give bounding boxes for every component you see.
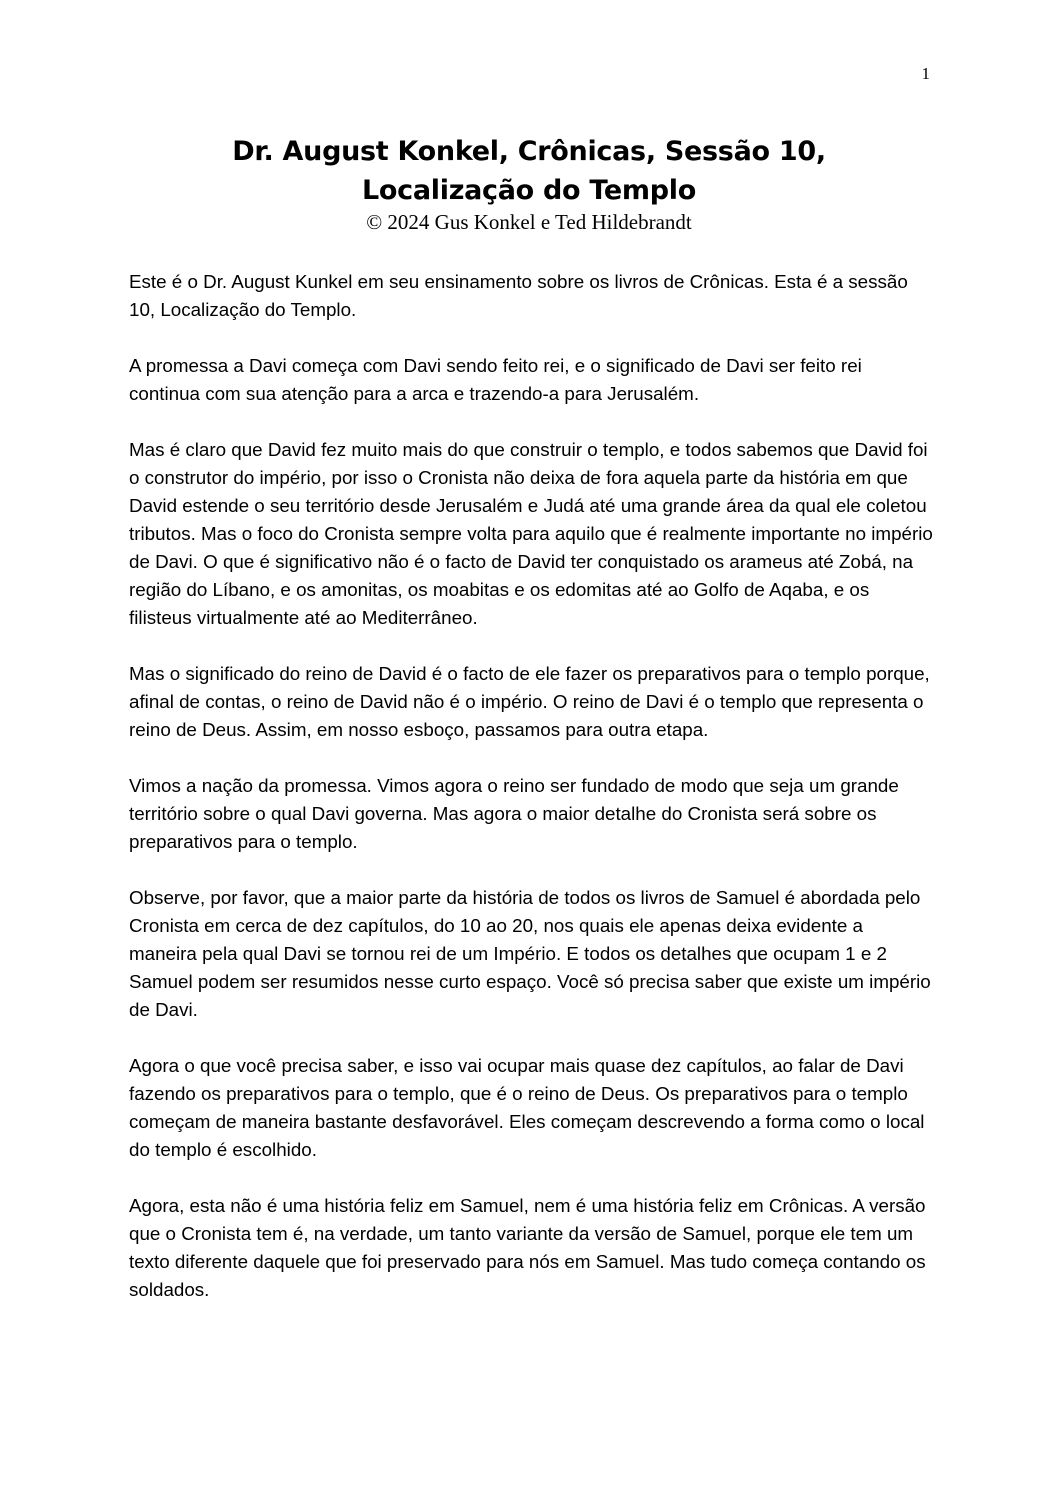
document-header [0,132,1058,234]
paragraph: Mas o significado do reino de David é o facto de ele fazer os preparativos para o templo porque, afinal de contas, o reino de David não é o império. O reino de Davi é o templo que representa o reino de Deus. Assim, em nosso esboço, passamos para outra etapa. [129,663,930,740]
document-body [129,268,935,1332]
paragraph: Observe, por favor, que a maior parte da história de todos os livros de Samuel é abordada pelo Cronista em cerca de dez capítulos, do 10 ao 20, nos quais ele apenas deixa evidente a maneira pela qual Davi se tornou rei de um Império. E todos os detalhes que ocupam 1 e 2 Samuel podem ser resumidos nesse curto espaço. Você só precisa saber que existe um império de Davi. [129,887,931,1020]
document-title-line-2: Localização do Templo [362,175,696,206]
paragraph: Mas é claro que David fez muito mais do que construir o templo, e todos sabemos que David foi o construtor do império, por isso o Cronista não deixa de fora aquela parte da história em que David estende o seu território desde Jerusalém e Judá até uma grande área da qual ele coletou tributos. Mas o foco do Cronista sempre volta para aquilo que é realmente importante no império de Davi. O que é significativo não é o facto de David ter conquistado os arameus até Zobá, na região do Líbano, e os amonitas, os moabitas e os edomitas até ao Golfo de Aqaba, e os filisteus virtualmente até ao Mediterrâneo. [129,439,933,628]
document-title-line-1: Dr. August Konkel, Crônicas, Sessão 10, [232,136,826,167]
paragraph: Este é o Dr. August Kunkel em seu ensinamento sobre os livros de Crônicas. Esta é a sessão 10, Localização do Templo. [129,271,908,320]
copyright-notice: © 2024 Gus Konkel e Ted Hildebrandt [366,210,692,234]
paragraph: Agora o que você precisa saber, e isso vai ocupar mais quase dez capítulos, ao falar de Davi fazendo os preparativos para o templo, que é o reino de Deus. Os preparativos para o templo começam de maneira bastante desfavorável. Eles começam descrevendo a forma como o local do templo é escolhido. [129,1055,925,1160]
paragraph: Agora, esta não é uma história feliz em Samuel, nem é uma história feliz em Crônicas. A versão que o Cronista tem é, na verdade, um tanto variante da versão de Samuel, porque ele tem um texto diferente daquele que foi preservado para nós em Samuel. Mas tudo começa contando os soldados. [129,1195,926,1300]
page-number: 1 [921,64,930,83]
paragraph: A promessa a Davi começa com Davi sendo feito rei, e o significado de Davi ser feito rei continua com sua atenção para a arca e trazendo-a para Jerusalém. [129,355,862,404]
paragraph: Vimos a nação da promessa. Vimos agora o reino ser fundado de modo que seja um grande território sobre o qual Davi governa. Mas agora o maior detalhe do Cronista será sobre os preparativos para o templo. [129,775,899,852]
